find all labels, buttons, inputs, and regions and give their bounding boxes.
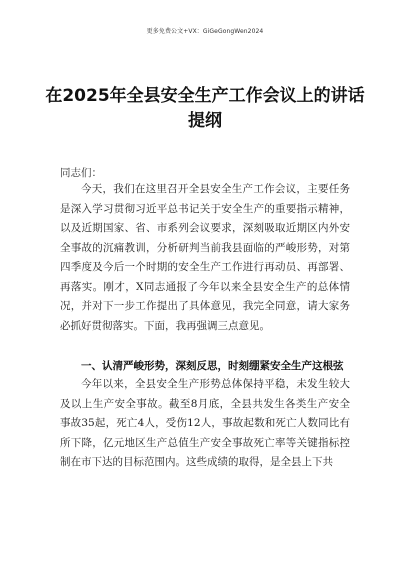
section-heading-1: 一、认清严峻形势，深刻反思，时刻绷紧安全生产这根弦	[81, 360, 344, 372]
greeting: 同志们：	[60, 167, 102, 179]
document-title: 在2025年全县安全生产工作会议上的讲话提纲	[45, 86, 365, 131]
watermark-text: 更多免费公文+VX：GiGeGongWen2024	[146, 28, 264, 35]
paragraph-situation: 今年以来，全县安全生产形势总体保持平稳，未发生较大及以上生产安全事故。截至8月底，全县共发生各类生产安全事故35起，死亡4人，受伤12人，事故起数和死亡人数同比有所下降，亿元地区生产总值生产安全事故死亡率等关键指标控制在市下达的目标范围内。这些成绩的取得，是全县上下共	[60, 378, 350, 468]
paragraph-intro: 今天，我们在这里召开全县安全生产工作会议，主要任务是深入学习贯彻习近平总书记关于安全生产的重要指示精神，以及近期国家、省、市系列会议要求，深刻吸取近期区内外安全事故的沉痛教训，分析研判当前我县面临的严峻形势，对第四季度及今后一个时期的安全生产工作进行再动员、再部署、再落实。刚才，X同志通报了今年以来全县安全生产的总体情况，并对下一步工作提出了具体意见，我完全同意，请大家务必抓好贯彻落实。下面，我再强调三点意见。	[60, 183, 350, 332]
